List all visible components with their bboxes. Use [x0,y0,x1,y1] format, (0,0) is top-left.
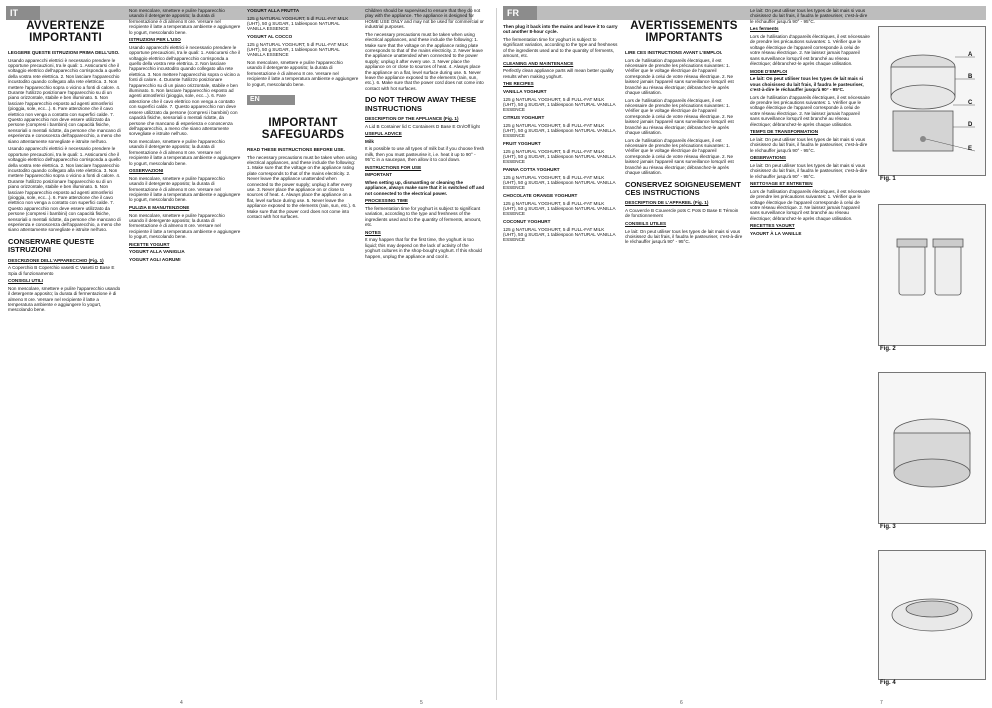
french-column-2 [750,8,870,698]
italian-use-body-2: Non mescolare, smettere e pulire l'apparecchio usando il detergente apposito; la durata di fermentazione è di almeno 8 ore. Versare nel recipiente il latte a temperatura ambiente e aggiungere lo yogurt, mescolando bene. [129,138,241,166]
italian-observations-heading: OSSERVAZIONI [129,168,164,174]
french-title: AVERTISSEMENTS IMPORTANTS [630,20,738,44]
italian-recipes-heading: RICETTE YOGURT [129,241,170,247]
english-do-not-throw: DO NOT THROW AWAY THESE INSTRUCTIONS [365,95,477,113]
french-tips-heading: CONSEILS UTILES [625,220,667,226]
english-warnings-3: The necessary precautions must be taken when using electrical appliances, and these include the following: 1. Make sure that the voltage on the appliance rating plate corresponds to that of the mains electricity. 2. Never leave the appliance unattended when connected to the power supply; unplug it after every use. 3. Never place the appliance on or close to sources of heat. 4. Always place the appliance on a flat, level surface during use. 5. Never leave the appliance exposed to the elements (rain, sun, etc.). 6. Make sure that the power cord does not come into contact with hot surfaces. [365,31,484,91]
english-recipe-fruit: FRUIT YOGHURT [503,141,541,146]
italian-recipe-fruit-body: 125 g NATURAL YOGHURT, 5 dl FULL-FAT MILK (UHT), 50 g SUGAR, 1 tablespoon NATURAL VANILLA ESSENCE [247,15,349,32]
page-divider [496,8,497,700]
italian-use-heading: ISTRUZIONI PER L'USO [129,37,181,43]
english-processing-text: The fermentation time for yoghurt is subject to significant variation, according to the type and freshness of the ingredients used and to the quantity of ferments, amount, etc. [365,206,482,228]
italian-description-heading: DESCRIZIONE DELL'APPARECCHIO (Fig. 1) [8,257,104,263]
english-notes-text: It may happen that for the first time, the yoghurt is too liquid; this may depend on the lack of activity of the yoghurt cultures in the shop-bought yoghurt. If this should happen, unplug the appliance and cool it. [365,237,482,259]
italian-recipe-citrus: YOGURT AGLI AGRUMI [129,256,181,262]
english-recipe-coconut: COCONUT YOGHURT [503,219,551,224]
french-warnings: Lors de l'utilisation d'appareils électriques, il est nécessaire de prendre les précautions suivantes: 1. Vérifier que le voltage électrique de l'appareil corresponde à celui de votre réseau électrique. 2. Ne laissez jamais l'appareil sans surveillance lorsqu'il est branché au réseau électrique; débranchez-le après chaque utilisation. [625,57,734,96]
french-mode-text: Le lait: On peut utiliser tous les types de lait mais si vous choisissez du lait frais, il faudra le pasteuriser, c'est-à-dire le réchauffer jusqu'à 90° - 95°C. [750,76,864,93]
italian-cleaning-heading: PULIZIA E MANUTENZIONE [129,204,190,210]
english-instructions-heading: INSTRUCTIONS FOR USE [365,164,422,170]
page-number-1: 4 [180,700,183,706]
english-fruit-text: 125 g NATURAL YOGHURT, 5 dl FULL-FAT MILK (UHT), 50 g SUGAR, 1 tablespoon NATURAL VANILLA ESSENCE [503,148,616,165]
french-cleaning-heading: NETTOYAGE ET ENTRETIEN [750,181,813,187]
french-recipes-heading: RECETTES YAOURT [750,223,795,229]
english-intro: READ THESE INSTRUCTIONS BEFORE USE. [247,147,345,153]
french-fermentation-text: Lors de l'utilisation d'appareils électriques, il est nécessaire de prendre les précautions suivantes: 1. Vérifier que le voltage électrique de l'appareil corresponde à celui de votre réseau électrique. 2. Ne laissez jamais l'appareil sans surveillance lorsqu'il est branché au réseau électrique; débranchez-le après chaque utilisation. [750,34,870,67]
english-recipes-heading: THE RECIPES [503,81,534,87]
french-column-1 [625,8,743,698]
italian-col2-text: Non mescolare, smettere e pulire l'apparecchio usando il detergente apposito; la durata di fermentazione è di almeno 8 ore. Versare nel recipiente il latte a temperatura ambiente e aggiungere lo yogurt, mescolando bene. [129,8,241,35]
english-description-items: A Lid B Container lid C Containers D Base E On/Off light [365,123,480,129]
italian-tips-heading: CONSIGLI UTILI [8,278,43,284]
french-description-items: A Couvercle B Couvercle pots C Pots D Base E Témoin de fonctionnement [625,207,739,219]
french-col2-text: Le lait: On peut utiliser tous les types de lait mais si vous choisissez du lait frais, il faudra le pasteuriser, c'est-à-dire le réchauffer jusqu'à 90° - 95°C. [750,8,868,24]
english-processing-repeat: The fermentation time for yoghurt is subject to significant variation, according to the type and freshness of the ingredients used and to the quantity of ferments, amount, etc. [503,37,618,59]
page-number-2: 5 [420,700,423,706]
english-recipe-citrus: CITRUS YOGHURT [503,115,545,120]
french-time-text: Le lait: On peut utiliser tous les types de lait mais si vous choisissez du lait frais, il faudra le pasteuriser, c'est-à-dire le réchauffer jusqu'à 90° - 95°C. [750,136,868,153]
fig-1-label: Fig. 1 [880,176,896,182]
french-conserve-heading: CONSERVEZ SOIGNEUSEMENT CES INSTRUCTIONS [625,179,741,197]
french-cleaning-text: Lors de l'utilisation d'appareils électriques, il est nécessaire de prendre les précautions suivantes: 1. Vérifier que le voltage électrique de l'appareil corresponde à celui de votre réseau électrique. 2. Ne laissez jamais l'appareil sans surveillance lorsqu'il est branché au réseau électrique; débranchez-le après chaque utilisation. [750,188,870,221]
figure-3-base [878,372,986,524]
italian-recipe-coconut-body: 125 g NATURAL YOGHURT, 5 dl FULL-FAT MILK (UHT), 50 g SUGAR, 1 tablespoon NATURAL VANILLA ESSENCE [247,41,349,58]
part-label-d: D [968,122,973,128]
french-tips-text: Le lait: On peut utiliser tous les types de lait mais si vous choisissez du lait frais, il faudra le pasteuriser, c'est-à-dire le réchauffer jusqu'à 90° - 95°C. [625,228,743,245]
english-title: IMPORTANT SAFEGUARDS [261,117,345,142]
english-plugin: Then plug it back into the mains and leave it to carry out another 8-hour cycle. [503,24,618,35]
italian-warnings: Usando apparecchi elettrici è necessario prendere le opportune precauzioni, tra le quali: 1. Assicurarsi che il voltaggio elettrico dell'apparecchio corrisponda a quello della vostra rete elettrica. 2. Non lasciare l'apparecchio incustodito quando collegato alla rete elettrica. 3. Non mettere l'apparecchio sopra o vicino a fonti di calore. 4. Durante l'utilizzo posizionare l'apparecchio su di un piano orizzontale, stabile e ben illuminato. 5. Non lasciare l'apparecchio esposto ad agenti atmosferici (pioggia, sole, ecc...). 6. Fare attenzione che il cavo elettrico non venga a contatto con superfici calde. 7. Questo apparecchio non deve essere utilizzato da persone (compresi i bambini) con capacità fisiche, sensoriali o mentali ridotte, da persone che mancano di esperienza e conoscenza dell'apparecchio, a meno che siano attentamente sorvegliate e istruite nell'uso. [8,57,121,144]
italian-recipe-fruit: YOGURT ALLA FRUTTA [247,8,300,13]
english-milk-text: It is possible to use all types of milk but if you choose fresh milk, then you must pasteurise it, i.e. heat it up to 90° - 95°C in a saucepan, then allow it to cool down. [365,146,485,163]
english-panna-text: 125 g NATURAL YOGHURT, 5 dl FULL-FAT MILK (UHT), 50 g SUGAR, 1 tablespoon NATURAL VANILLA ESSENCE [503,174,616,191]
italian-observations-body: Non mescolare, smettere e pulire l'apparecchio usando il detergente apposito; la durata di fermentazione è di almeno 8 ore. Versare nel recipiente il latte a temperatura ambiente e aggiungere lo yogurt, mescolando bene. [129,175,241,203]
part-label-a: A [968,52,973,58]
english-processing-heading: PROCESSING TIME [365,198,408,204]
lid-illustration [879,551,985,679]
english-recipe-panna: PANNA COTTA YOGHURT [503,167,560,172]
italian-column-2 [129,8,241,698]
english-description-heading: DESCRIPTION OF THE APPLIANCE (Fig. 1) [365,116,459,122]
italian-column-3 [247,8,359,698]
english-column-1 [365,8,485,698]
english-recipe-vanilla: VANILLA YOGHURT [503,89,547,94]
fig-3-label: Fig. 3 [880,524,896,530]
french-warnings-3: Lors de l'utilisation d'appareils électriques, il est nécessaire de prendre les précautions suivantes: 1. Vérifier que le voltage électrique de l'appareil corresponde à celui de votre réseau électrique. 2. Ne laissez jamais l'appareil sans surveillance lorsqu'il est branché au réseau électrique; débranchez-le après chaque utilisation. [625,137,734,176]
italian-recipe-coconut: YOGURT AL COCCO [247,34,293,39]
english-cleaning-text: Perfectly clean appliance parts will mean better quality results when making yoghurt. [503,68,614,79]
part-label-b: B [968,74,973,80]
lang-tab-fr: FR [503,6,537,20]
english-column-2 [503,24,618,698]
english-coconut-text: 125 g NATURAL YOGHURT, 5 dl FULL-FAT MILK (UHT), 50 g SUGAR, 1 tablespoon NATURAL VANILLA ESSENCE [503,226,616,243]
italian-use-text: Non mescolare, smettere e pulire l'apparecchio usando il detergente apposito; la durata di fermentazione è di almeno 8 ore. Versare nel recipiente il latte a temperatura ambiente e aggiungere lo yogurt, mescolando bene. [8,285,121,313]
english-important: IMPORTANT [365,172,392,178]
french-mode-text-2: Lors de l'utilisation d'appareils électriques, il est nécessaire de prendre les précautions suivantes: 1. Vérifier que le voltage électrique de l'appareil corresponde à celui de votre réseau électrique. 2. Ne laissez jamais l'appareil sans surveillance lorsqu'il est branché au réseau électrique; débranchez-le après chaque utilisation. [750,94,870,127]
english-citrus-text: 125 g NATURAL YOGHURT, 5 dl FULL-FAT MILK (UHT), 50 g SUGAR, 1 tablespoon NATURAL VANILLA ESSENCE [503,122,616,139]
lang-tab-it: IT [6,6,40,20]
jars-illustration [879,205,985,345]
italian-recipe-vanilla: YOGURT ALLA VANIGLIA [129,249,185,255]
figure-2-jars [878,204,986,346]
fig-4-label: Fig. 4 [880,680,896,686]
french-fermentation-heading: Les ferments [750,26,779,32]
french-observations-heading: OBSERVATIONS [750,155,786,161]
italian-warnings-repeat: Usando apparecchi elettrici è necessario prendere le opportune precauzioni, tra le quali: 1. Assicurarsi che il voltaggio elettrico dell'apparecchio corrisponda a quello della vostra rete elettrica. 2. Non lasciare l'apparecchio incustodito quando collegato alla rete elettrica. 3. Non mettere l'apparecchio sopra o vicino a fonti di calore. 4. Durante l'utilizzo posizionare l'apparecchio su di un piano orizzontale, stabile e ben illuminato. 5. Non lasciare l'apparecchio esposto ad agenti atmosferici (pioggia, sole, ecc...). 6. Fare attenzione che il cavo elettrico non venga a contatto con superfici calde. 7. Questo apparecchio non deve essere utilizzato da persone (compresi i bambini) con capacità fisiche, sensoriali o mentali ridotte, da persone che mancano di esperienza e conoscenza dell'apparecchio, a meno che siano attentamente sorvegliate e istruite nell'uso. [8,146,121,233]
english-recipe-chocolate: CHOCOLATE ORANGE YOGHURT [503,193,578,198]
french-recipe-vanilla: YAOURT À LA VANILLE [750,231,802,237]
figure-4-lid [878,550,986,680]
english-warnings: The necessary precautions must be taken when using electrical appliances, and these include the following: 1. Make sure that the voltage on the appliance rating plate corresponds to that of the mains electricity. 2. Never leave the appliance unattended when connected to the power supply; unplug it after every use. 3. Never place the appliance on or close to sources of heat. 4. Always place the appliance on a flat, level surface during use. 5. Never leave the appliance exposed to the elements (rain, sun, etc.). 6. Make sure that the power cord does not come into contact with hot surfaces. [247,154,357,220]
french-time-heading: TEMPS DE TRANSFORMATION [750,129,819,135]
base-illustration [879,373,985,523]
page-number-3: 6 [680,700,683,706]
part-label-c: C [968,100,973,106]
french-observations-text: Le lait: On peut utiliser tous les types de lait mais si vous choisissez du lait frais, il faudra le pasteuriser, c'est-à-dire le réchauffer jusqu'à 90° - 95°C. [750,162,868,179]
english-vanilla-text: 125 g NATURAL YOGHURT, 5 dl FULL-FAT MILK (UHT), 50 g SUGAR, 1 tablespoon NATURAL VANILLA ESSENCE [503,96,616,113]
french-intro: LIRE CES INSTRUCTIONS AVANT L'EMPLOI. [625,50,723,55]
english-chocolate-text: 125 g NATURAL YOGHURT, 5 dl FULL-FAT MILK (UHT), 50 g SUGAR, 1 tablespoon NATURAL VANILLA ESSENCE [503,200,616,217]
lang-tab-en: EN [247,95,295,105]
italian-use-body: Usando apparecchi elettrici è necessario prendere le opportune precauzioni, tra le quali: 1. Assicurarsi che il voltaggio elettrico dell'apparecchio corrisponda a quello della vostra rete elettrica. 2. Non lasciare l'apparecchio incustodito quando collegato alla rete elettrica. 3. Non mettere l'apparecchio sopra o vicino a fonti di calore. 4. Durante l'utilizzo posizionare l'apparecchio su di un piano orizzontale, stabile e ben illuminato. 5. Non lasciare l'apparecchio esposto ad agenti atmosferici (pioggia, sole, ecc...). 6. Fare attenzione che il cavo elettrico non venga a contatto con superfici calde. 7. Questo apparecchio non deve essere utilizzato da persone (compresi i bambini) con capacità fisiche, sensoriali o mentali ridotte, da persone che mancano di esperienza e conoscenza dell'apparecchio, a meno che siano attentamente sorvegliate e istruite nell'uso. [129,44,241,137]
italian-recipe-extra: Non mescolare, smettere e pulire l'apparecchio usando il detergente apposito; la durata di fermentazione è di almeno 8 ore. Versare nel recipiente il latte a temperatura ambiente e aggiungere lo yogurt, mescolando bene. [247,60,359,87]
italian-cleaning-body: Non mescolare, smettere e pulire l'apparecchio usando il detergente apposito; la durata di fermentazione è di almeno 8 ore. Versare nel recipiente il latte a temperatura ambiente e aggiungere lo yogurt, mescolando bene. [129,212,241,240]
french-mode-heading: MODE D'EMPLOI [750,68,788,74]
english-useful-heading: USEFUL ADVICE [365,131,402,137]
italian-conserve-heading: CONSERVARE QUESTE ISTRUZIONI [8,236,95,255]
italian-column-1 [8,8,123,698]
part-label-e: E [968,146,973,152]
english-warnings-2: Children should be supervised to ensure that they do not play with the appliance. The appliance is designed for HOME USE ONLY and may not be used for commercial or industrial purposes. [365,8,484,30]
english-notes-heading: NOTES [365,229,381,235]
english-milk-label: Milk [365,138,374,144]
italian-intro: LEGGERE QUESTE ISTRUZIONI PRIMA DELL'USO. [8,50,120,55]
english-instructions-text: When setting up, dismantling or cleaning the appliance, always make sure that it is switched off and not connected to the electrical power. [365,180,485,196]
french-warnings-2: Lors de l'utilisation d'appareils électriques, il est nécessaire de prendre les précautions suivantes: 1. Vérifier que le voltage électrique de l'appareil corresponde à celui de votre réseau électrique. 2. Ne laissez jamais l'appareil sans surveillance lorsqu'il est branché au réseau électrique; débranchez-le après chaque utilisation. [625,97,734,136]
italian-description-items: A Coperchio B Coperchio vasetti C Vasetti D Base E Spia di funzionamento [8,265,115,276]
fig-2-label: Fig. 2 [880,346,896,352]
page-number-4: 7 [880,700,883,706]
italian-title: AVVERTENZE IMPORTANTI [26,20,105,44]
french-description-heading: DESCRIPTION DE L'APPAREIL (Fig. 1) [625,200,709,206]
english-cleaning-heading: CLEANING AND MAINTENANCE [503,60,574,66]
